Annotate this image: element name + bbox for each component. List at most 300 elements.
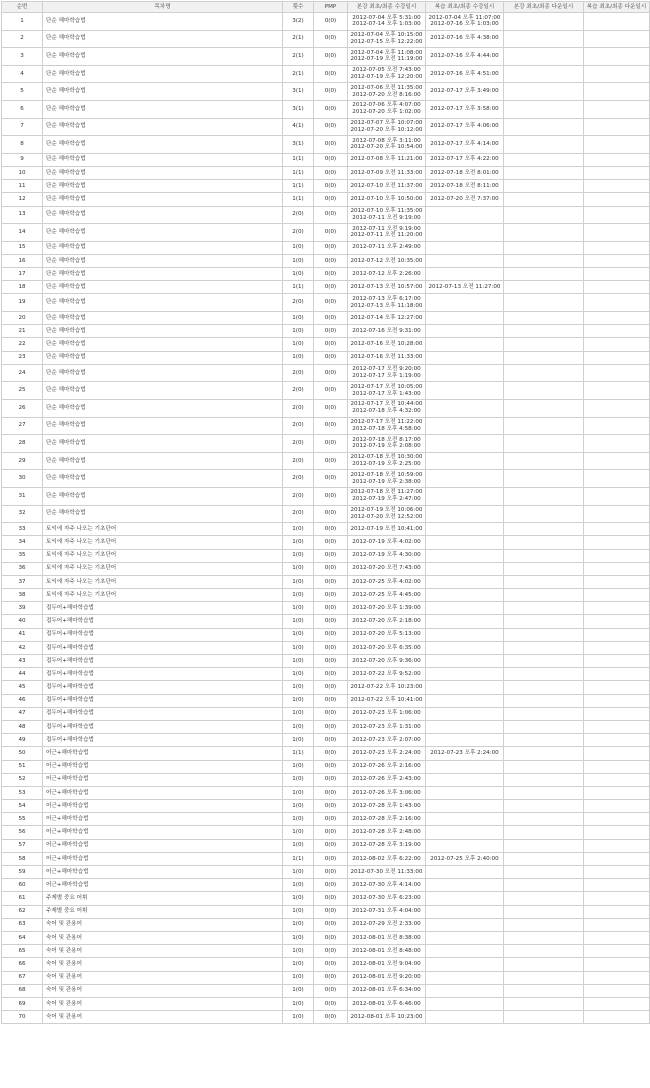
lesson-name: 단순 해마학습법 <box>43 382 283 400</box>
datetime-text: 2012-07-25 오후 4:02:00 <box>352 578 421 585</box>
review-download-dates <box>584 892 650 905</box>
table-row <box>2 180 650 193</box>
lesson-name: 어근+해마학습법 <box>43 813 283 826</box>
datetime-text: 2012-07-22 오후 10:23:00 <box>350 684 423 691</box>
view-count: 1(0) <box>283 351 314 364</box>
lesson-name: 단순 해마학습법 <box>43 254 283 267</box>
main-watch-dates-lines <box>348 605 425 612</box>
table-row <box>2 720 650 733</box>
main-download-dates <box>504 206 584 224</box>
main-download-dates <box>504 681 584 694</box>
row-number: 10 <box>2 166 43 179</box>
review-download-dates <box>584 325 650 338</box>
main-watch-dates <box>348 879 426 892</box>
main-watch-dates-lines <box>348 803 425 810</box>
row-number: 23 <box>2 351 43 364</box>
main-watch-dates <box>348 773 426 786</box>
lesson-name: 어근+해마학습법 <box>43 839 283 852</box>
row-number: 62 <box>2 905 43 918</box>
view-count: 2(0) <box>283 435 314 453</box>
table-row <box>2 281 650 294</box>
review-watch-dates <box>426 281 504 294</box>
pmp-count: 0(0) <box>314 523 348 536</box>
pmp-count: 0(0) <box>314 435 348 453</box>
datetime-text: 2012-07-23 오후 1:31:00 <box>352 723 421 730</box>
datetime-text: 2012-07-22 오후 9:52:00 <box>352 670 421 677</box>
main-download-dates <box>504 918 584 931</box>
main-download-dates <box>504 562 584 575</box>
datetime-text: 2012-07-17 오전 10:05:00 <box>350 383 423 390</box>
main-watch-dates-lines <box>348 226 425 240</box>
review-download-dates <box>584 707 650 720</box>
review-download-dates <box>584 241 650 254</box>
view-count: 1(0) <box>283 549 314 562</box>
datetime-text: 2012-07-13 오후 11:18:00 <box>350 302 423 309</box>
main-watch-dates <box>348 294 426 312</box>
main-download-dates <box>504 338 584 351</box>
pmp-count: 0(0) <box>314 984 348 997</box>
datetime-text: 2012-07-13 오후 6:17:00 <box>352 295 421 302</box>
table-row <box>2 931 650 944</box>
pmp-count: 0(0) <box>314 945 348 958</box>
row-number: 31 <box>2 487 43 505</box>
datetime-text: 2012-07-19 오후 4:02:00 <box>352 539 421 545</box>
main-watch-dates <box>348 523 426 536</box>
table-row <box>2 997 650 1010</box>
datetime-text: 2012-07-20 오후 1:39:00 <box>352 604 421 611</box>
datetime-text: 2012-07-20 오후 10:54:00 <box>350 144 423 151</box>
lesson-name: 단순 해마학습법 <box>43 180 283 193</box>
table-row <box>2 813 650 826</box>
review-download-dates <box>584 294 650 312</box>
review-download-dates <box>584 523 650 536</box>
datetime-text: 2012-07-10 오후 10:50:00 <box>350 196 423 202</box>
pmp-count: 0(0) <box>314 707 348 720</box>
review-watch-dates <box>426 734 504 747</box>
main-watch-dates <box>348 48 426 66</box>
datetime-text: 2012-07-23 오후 2:24:00 <box>430 750 499 756</box>
review-watch-dates <box>426 100 504 118</box>
pmp-count: 0(0) <box>314 589 348 602</box>
datetime-text: 2012-07-16 오전 11:33:00 <box>350 354 423 361</box>
review-watch-dates <box>426 918 504 931</box>
main-watch-dates <box>348 180 426 193</box>
review-watch-dates <box>426 879 504 892</box>
table-row <box>2 892 650 905</box>
main-watch-dates <box>348 971 426 984</box>
table-row <box>2 470 650 488</box>
datetime-text: 2012-07-30 오전 11:33:00 <box>350 868 423 875</box>
datetime-text: 2012-07-04 오후 5:31:00 <box>352 14 421 21</box>
datetime-text: 2012-07-06 오후 4:07:00 <box>352 102 421 109</box>
main-watch-dates <box>348 813 426 826</box>
review-download-dates <box>584 312 650 325</box>
review-watch-dates-lines <box>426 750 503 757</box>
main-download-dates <box>504 254 584 267</box>
main-download-dates <box>504 417 584 435</box>
review-watch-dates <box>426 839 504 852</box>
datetime-text: 2012-07-14 오후 12:27:00 <box>350 314 423 321</box>
table-row <box>2 338 650 351</box>
main-download-dates <box>504 452 584 470</box>
review-watch-dates <box>426 786 504 799</box>
table-row <box>2 312 650 325</box>
row-number: 7 <box>2 118 43 136</box>
main-watch-dates-lines <box>348 684 425 691</box>
main-watch-dates <box>348 641 426 654</box>
pmp-count: 0(0) <box>314 206 348 224</box>
datetime-text: 2012-07-17 오후 4:06:00 <box>430 123 499 130</box>
row-number: 41 <box>2 628 43 641</box>
pmp-count: 0(0) <box>314 773 348 786</box>
review-download-dates <box>584 351 650 364</box>
main-download-dates <box>504 575 584 588</box>
table-row <box>2 681 650 694</box>
main-watch-dates <box>348 536 426 549</box>
row-number: 37 <box>2 575 43 588</box>
main-download-dates <box>504 734 584 747</box>
datetime-text: 2012-07-18 오후 4:58:00 <box>352 425 421 432</box>
review-watch-dates <box>426 268 504 281</box>
view-count: 2(0) <box>283 470 314 488</box>
pmp-count: 0(0) <box>314 681 348 694</box>
lesson-name: 숙어 및 관용어 <box>43 997 283 1010</box>
main-watch-dates <box>348 997 426 1010</box>
datetime-text: 2012-07-10 오후 11:35:00 <box>350 208 423 214</box>
review-watch-dates <box>426 602 504 615</box>
lesson-name: 접두어+해마학습법 <box>43 641 283 654</box>
row-number: 55 <box>2 813 43 826</box>
review-watch-dates <box>426 800 504 813</box>
main-watch-dates <box>348 984 426 997</box>
main-download-dates <box>504 13 584 31</box>
view-count: 1(1) <box>283 153 314 166</box>
main-download-dates <box>504 720 584 733</box>
lesson-name: 접두어+해마학습법 <box>43 628 283 641</box>
review-download-dates <box>584 364 650 382</box>
view-count: 1(0) <box>283 655 314 668</box>
view-count: 1(0) <box>283 958 314 971</box>
main-download-dates <box>504 281 584 294</box>
main-watch-dates-lines <box>348 710 425 717</box>
view-count: 2(1) <box>283 30 314 48</box>
lesson-name: 단순 해마학습법 <box>43 435 283 453</box>
row-number: 70 <box>2 1011 43 1024</box>
main-watch-dates <box>348 892 426 905</box>
table-row <box>2 905 650 918</box>
view-count: 1(0) <box>283 628 314 641</box>
pmp-count: 0(0) <box>314 760 348 773</box>
main-download-dates <box>504 813 584 826</box>
main-watch-dates <box>348 602 426 615</box>
review-watch-dates-lines <box>426 106 503 113</box>
review-watch-dates <box>426 382 504 400</box>
review-watch-dates-lines <box>426 284 503 291</box>
datetime-text: 2012-07-19 오후 2:08:00 <box>352 443 421 450</box>
pmp-count: 0(0) <box>314 65 348 83</box>
lesson-name: 접두어+해마학습법 <box>43 668 283 681</box>
pmp-count: 0(0) <box>314 602 348 615</box>
table-row <box>2 536 650 549</box>
main-download-dates <box>504 83 584 101</box>
main-download-dates <box>504 312 584 325</box>
row-number: 4 <box>2 65 43 83</box>
row-number: 45 <box>2 681 43 694</box>
main-watch-dates <box>348 575 426 588</box>
view-count: 2(1) <box>283 65 314 83</box>
review-watch-dates-lines <box>426 141 503 148</box>
view-count: 1(0) <box>283 615 314 628</box>
table-row <box>2 668 650 681</box>
pmp-count: 0(0) <box>314 48 348 66</box>
view-count: 3(2) <box>283 13 314 31</box>
datetime-text: 2012-07-30 오후 6:23:00 <box>352 895 421 902</box>
main-watch-dates-lines <box>348 776 425 783</box>
table-row <box>2 866 650 879</box>
main-watch-dates-lines <box>348 384 425 398</box>
review-download-dates <box>584 668 650 681</box>
review-watch-dates <box>426 487 504 505</box>
table-row <box>2 523 650 536</box>
row-number: 33 <box>2 523 43 536</box>
main-watch-dates <box>348 760 426 773</box>
row-number: 17 <box>2 268 43 281</box>
main-watch-dates-lines <box>348 102 425 116</box>
review-download-dates <box>584 549 650 562</box>
pmp-count: 0(0) <box>314 971 348 984</box>
table-row <box>2 382 650 400</box>
main-watch-dates-lines <box>348 32 425 46</box>
lesson-name: 단순 해마학습법 <box>43 487 283 505</box>
main-watch-dates-lines <box>348 472 425 486</box>
view-count: 1(0) <box>283 241 314 254</box>
main-download-dates <box>504 224 584 242</box>
main-download-dates <box>504 193 584 206</box>
main-watch-dates-lines <box>348 419 425 433</box>
datetime-text: 2012-07-04 오후 11:07:00 <box>428 14 501 21</box>
datetime-text: 2012-07-17 오전 11:22:00 <box>350 419 423 426</box>
pmp-count: 0(0) <box>314 813 348 826</box>
row-number: 39 <box>2 602 43 615</box>
lesson-name: 단순 해마학습법 <box>43 399 283 417</box>
table-row <box>2 83 650 101</box>
row-number: 6 <box>2 100 43 118</box>
pmp-count: 0(0) <box>314 30 348 48</box>
pmp-count: 0(0) <box>314 694 348 707</box>
review-download-dates <box>584 905 650 918</box>
pmp-count: 0(0) <box>314 487 348 505</box>
main-download-dates <box>504 892 584 905</box>
main-watch-dates <box>348 589 426 602</box>
review-watch-dates <box>426 435 504 453</box>
col-header-name: 목차명 <box>43 2 283 13</box>
row-number: 38 <box>2 589 43 602</box>
pmp-count: 0(0) <box>314 452 348 470</box>
main-watch-dates <box>348 241 426 254</box>
lesson-name: 단순 해마학습법 <box>43 417 283 435</box>
datetime-text: 2012-07-14 오후 1:03:00 <box>352 21 421 28</box>
view-count: 1(0) <box>283 1011 314 1024</box>
table-row <box>2 166 650 179</box>
datetime-text: 2012-07-13 오전 11:27:00 <box>428 283 501 290</box>
review-watch-dates <box>426 694 504 707</box>
table-row <box>2 562 650 575</box>
pmp-count: 0(0) <box>314 720 348 733</box>
pmp-count: 0(0) <box>314 655 348 668</box>
table-row <box>2 505 650 523</box>
lesson-name: 단순 해마학습법 <box>43 268 283 281</box>
main-watch-dates <box>348 655 426 668</box>
view-count: 1(0) <box>283 879 314 892</box>
datetime-text: 2012-07-19 오후 2:47:00 <box>352 496 421 503</box>
datetime-text: 2012-07-20 오후 10:12:00 <box>350 126 423 133</box>
table-row <box>2 487 650 505</box>
lesson-name: 어근+해마학습법 <box>43 852 283 865</box>
review-download-dates <box>584 505 650 523</box>
review-watch-dates <box>426 866 504 879</box>
table-row <box>2 224 650 242</box>
review-download-dates <box>584 536 650 549</box>
review-download-dates <box>584 382 650 400</box>
lesson-name: 접두어+해마학습법 <box>43 720 283 733</box>
pmp-count: 0(0) <box>314 241 348 254</box>
row-number: 22 <box>2 338 43 351</box>
table-row <box>2 575 650 588</box>
view-count: 1(0) <box>283 866 314 879</box>
review-watch-dates <box>426 312 504 325</box>
datetime-text: 2012-07-25 오후 4:45:00 <box>352 591 421 598</box>
datetime-text: 2012-08-01 오후 6:46:00 <box>352 1000 421 1007</box>
view-count: 1(0) <box>283 589 314 602</box>
view-count: 1(0) <box>283 325 314 338</box>
review-watch-dates <box>426 707 504 720</box>
view-count: 1(0) <box>283 773 314 786</box>
review-watch-dates <box>426 153 504 166</box>
datetime-text: 2012-07-11 오전 11:20:00 <box>350 232 423 239</box>
row-number: 32 <box>2 505 43 523</box>
review-watch-dates <box>426 971 504 984</box>
main-download-dates <box>504 641 584 654</box>
view-count: 1(0) <box>283 931 314 944</box>
review-watch-dates <box>426 166 504 179</box>
lesson-name: 단순 해마학습법 <box>43 100 283 118</box>
datetime-text: 2012-07-19 오후 2:38:00 <box>352 478 421 485</box>
view-count: 1(1) <box>283 747 314 760</box>
datetime-text: 2012-07-25 오후 2:40:00 <box>430 855 499 862</box>
review-download-dates <box>584 83 650 101</box>
main-download-dates <box>504 523 584 536</box>
table-row <box>2 435 650 453</box>
table-row <box>2 65 650 83</box>
review-watch-dates <box>426 655 504 668</box>
review-download-dates <box>584 628 650 641</box>
row-number: 25 <box>2 382 43 400</box>
datetime-text: 2012-07-20 오후 5:13:00 <box>352 631 421 638</box>
review-download-dates <box>584 839 650 852</box>
main-download-dates <box>504 1011 584 1024</box>
main-watch-dates-lines <box>348 987 425 994</box>
table-row <box>2 971 650 984</box>
datetime-text: 2012-07-17 오후 4:14:00 <box>430 141 499 148</box>
review-watch-dates <box>426 399 504 417</box>
row-number: 68 <box>2 984 43 997</box>
table-row <box>2 100 650 118</box>
view-count: 1(1) <box>283 193 314 206</box>
table-row <box>2 694 650 707</box>
main-watch-dates <box>348 206 426 224</box>
view-count: 1(0) <box>283 945 314 958</box>
datetime-text: 2012-07-18 오후 4:32:00 <box>352 408 421 415</box>
main-watch-dates <box>348 562 426 575</box>
view-count: 1(1) <box>283 180 314 193</box>
main-watch-dates-lines <box>348 842 425 849</box>
row-number: 58 <box>2 852 43 865</box>
pmp-count: 0(0) <box>314 193 348 206</box>
pmp-count: 0(0) <box>314 399 348 417</box>
review-download-dates <box>584 452 650 470</box>
col-header-review-watch: 복습 최초/최종 수강일시 <box>426 2 504 13</box>
view-count: 1(1) <box>283 166 314 179</box>
review-watch-dates <box>426 575 504 588</box>
lesson-name: 단순 해마학습법 <box>43 224 283 242</box>
view-count: 2(0) <box>283 206 314 224</box>
main-watch-dates-lines <box>348 489 425 503</box>
review-watch-dates <box>426 549 504 562</box>
review-watch-dates <box>426 136 504 154</box>
row-number: 64 <box>2 931 43 944</box>
main-watch-dates-lines <box>348 196 425 203</box>
pmp-count: 0(0) <box>314 734 348 747</box>
review-watch-dates <box>426 984 504 997</box>
main-watch-dates <box>348 83 426 101</box>
row-number: 59 <box>2 866 43 879</box>
review-download-dates <box>584 268 650 281</box>
review-watch-dates <box>426 1011 504 1024</box>
main-watch-dates-lines <box>348 366 425 380</box>
main-watch-dates-lines <box>348 763 425 770</box>
main-download-dates <box>504 760 584 773</box>
review-watch-dates <box>426 13 504 31</box>
datetime-text: 2012-07-15 오후 12:22:00 <box>350 38 423 45</box>
datetime-text: 2012-07-05 오전 7:43:00 <box>352 67 421 74</box>
main-watch-dates <box>348 254 426 267</box>
datetime-text: 2012-07-18 오전 8:17:00 <box>352 436 421 443</box>
lesson-name: 단순 해마학습법 <box>43 338 283 351</box>
main-watch-dates-lines <box>348 592 425 599</box>
col-header-main-watch: 본강 최초/최종 수강일시 <box>348 2 426 13</box>
main-watch-dates <box>348 487 426 505</box>
row-number: 46 <box>2 694 43 707</box>
lesson-name: 토익에 자주 나오는 기초단어 <box>43 536 283 549</box>
main-download-dates <box>504 325 584 338</box>
row-number: 54 <box>2 800 43 813</box>
review-download-dates <box>584 602 650 615</box>
main-watch-dates <box>348 549 426 562</box>
main-watch-dates-lines <box>348 869 425 876</box>
datetime-text: 2012-08-01 오후 10:23:00 <box>350 1013 423 1020</box>
row-number: 52 <box>2 773 43 786</box>
main-download-dates <box>504 668 584 681</box>
view-count: 1(0) <box>283 536 314 549</box>
datetime-text: 2012-07-20 오후 2:18:00 <box>352 618 421 625</box>
datetime-text: 2012-07-19 오후 12:20:00 <box>350 74 423 81</box>
main-watch-dates-lines <box>348 526 425 533</box>
review-download-dates <box>584 615 650 628</box>
review-download-dates <box>584 13 650 31</box>
main-watch-dates-lines <box>348 1014 425 1021</box>
main-watch-dates-lines <box>348 354 425 361</box>
main-watch-dates <box>348 435 426 453</box>
